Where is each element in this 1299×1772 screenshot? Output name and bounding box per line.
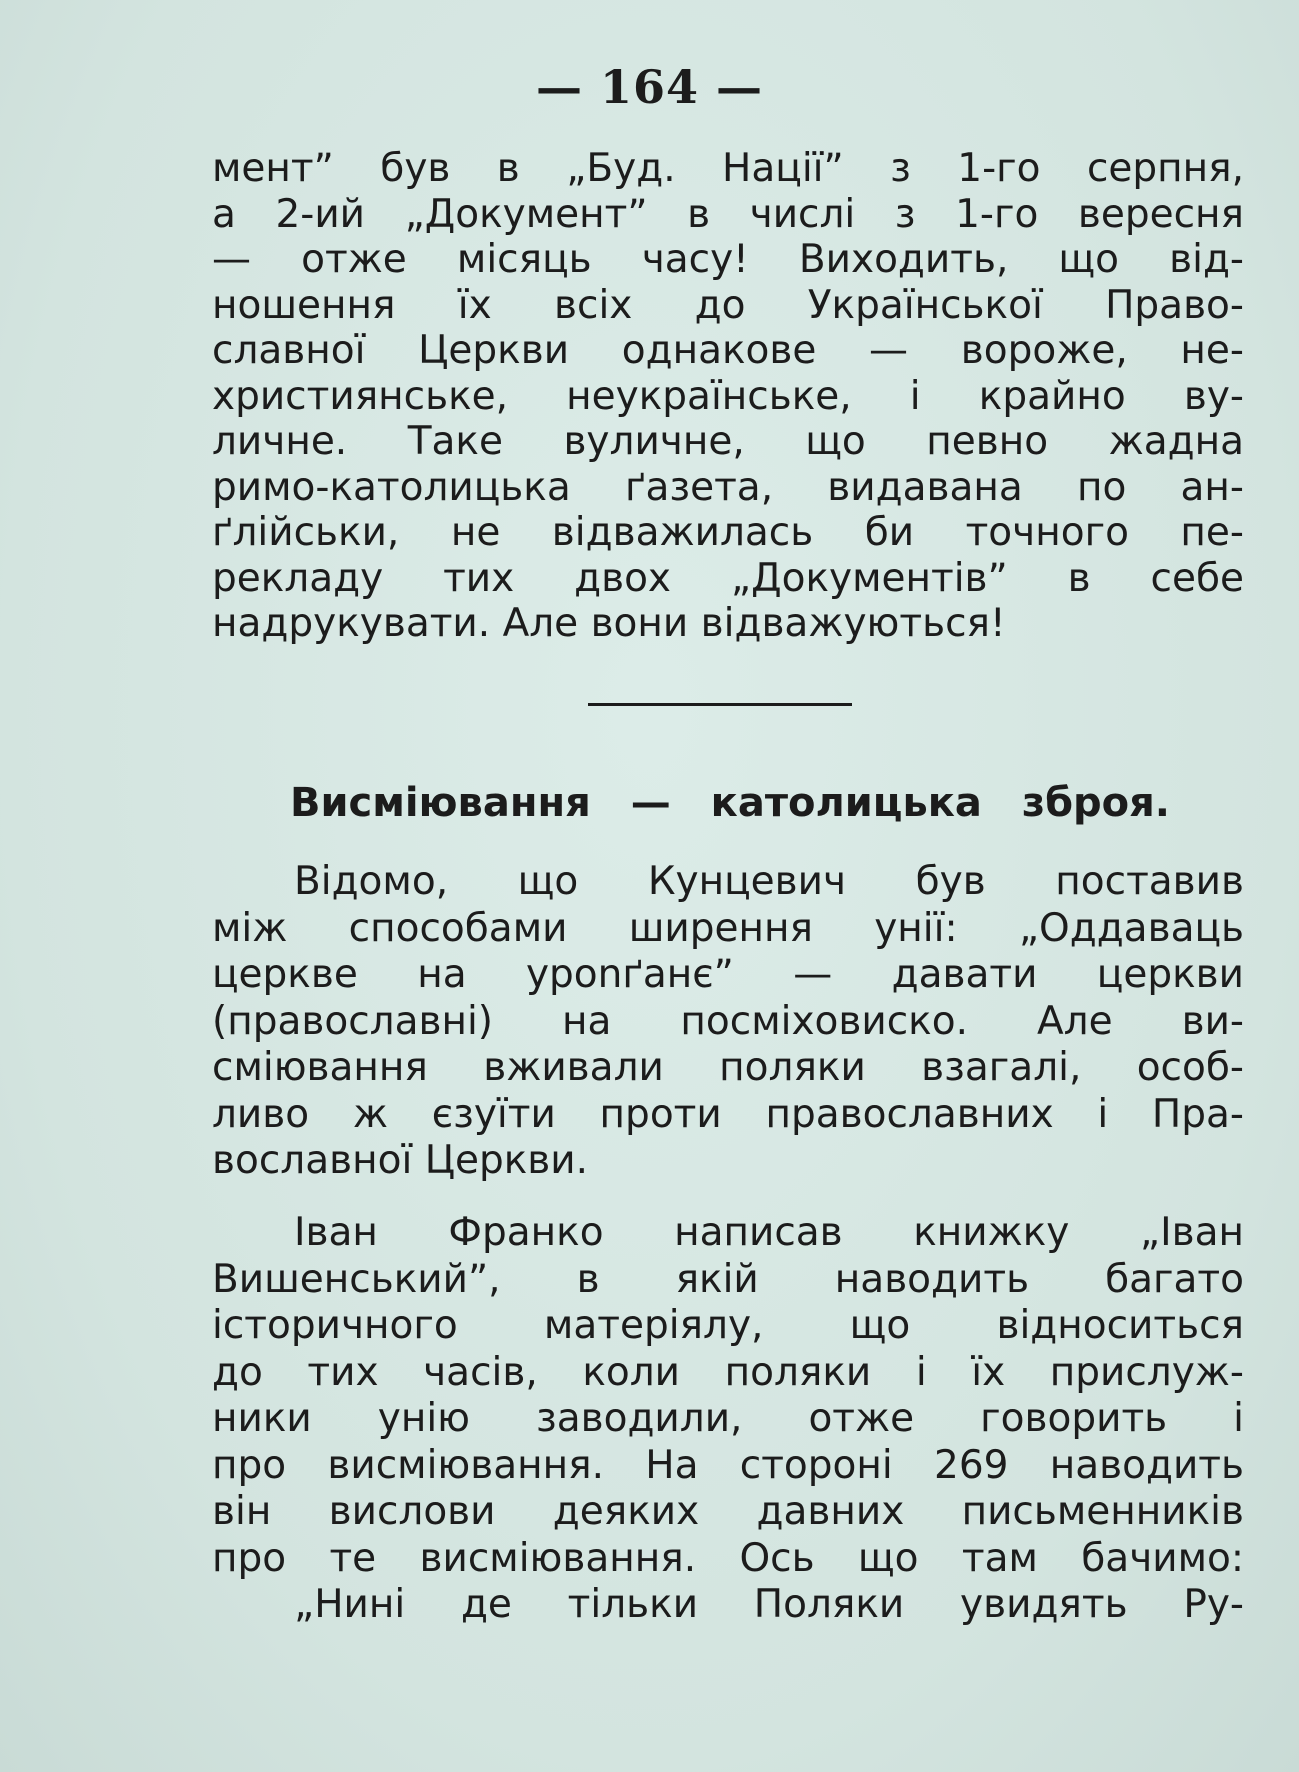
text-line: надрукувати. Але вони відважуються! (212, 601, 1006, 646)
text-line: „Нині де тільки Поляки увидять Ру- (294, 1582, 1244, 1627)
paragraph-franko (212, 1210, 1244, 1629)
text-line: християнське, неукраїнське, і крайно ву- (212, 373, 1244, 419)
text-line: мент” був в „Буд. Нації” з 1-го серпня, (212, 146, 1244, 191)
text-line: про те висміювання. Ось що там бачимо: (212, 1535, 1244, 1581)
text-line: — отже місяць часу! Виходить, що від- (212, 237, 1244, 282)
text-line: рекладу тих двох „Документів” в себе (212, 555, 1244, 601)
text-line: личне. Таке вуличне, що певно жадна (212, 419, 1244, 464)
text-line: про висміювання. На стороні 269 наводить (212, 1442, 1244, 1488)
text-line: Відомо, що Кунцевич був поставив (294, 859, 1244, 904)
paragraph-continued (212, 146, 1244, 647)
text-line: римо-католицька ґазета, видавана по ан- (212, 464, 1244, 510)
text-line: церкве на урonґанє” — давати церкви (212, 952, 1244, 997)
text-line: сміювання вживали поляки взагалі, особ- (212, 1045, 1244, 1090)
paragraph-kuntsevych (212, 859, 1244, 1185)
text-line: ношення їх всіх до Української Право- (212, 282, 1244, 328)
text-line: історичного матеріялу, що відноситься (212, 1303, 1244, 1348)
section-separator (588, 703, 852, 706)
text-line: славної Церкви однакове — вороже, не- (212, 328, 1244, 373)
text-line: (православні) на посміховиско. Але ви- (212, 998, 1244, 1044)
text-line: ники унію заводили, отже говорить і (212, 1396, 1244, 1441)
text-line: ґлійськи, не відважилась би точного пе- (212, 510, 1244, 555)
text-line: між способами ширення унії: „Оддаваць (212, 905, 1244, 951)
text-line: Іван Франко написав книжку „Іван (294, 1210, 1244, 1255)
section-heading: Висміювання — католицька зброя. (290, 780, 1170, 826)
text-line: а 2-ий „Документ” в числі з 1-го вересня (212, 191, 1244, 237)
text-line: вославної Церкви. (212, 1138, 589, 1183)
text-line: до тих часів, коли поляки і їх прислуж- (212, 1349, 1244, 1395)
text-line: ливо ж єзуїти проти православних і Пра- (212, 1091, 1244, 1137)
text-line: Вишенський”, в якій наводить багато (212, 1256, 1244, 1302)
text-line: він вислови деяких давних письменників (212, 1489, 1244, 1534)
page-number: — 164 — (535, 60, 764, 114)
